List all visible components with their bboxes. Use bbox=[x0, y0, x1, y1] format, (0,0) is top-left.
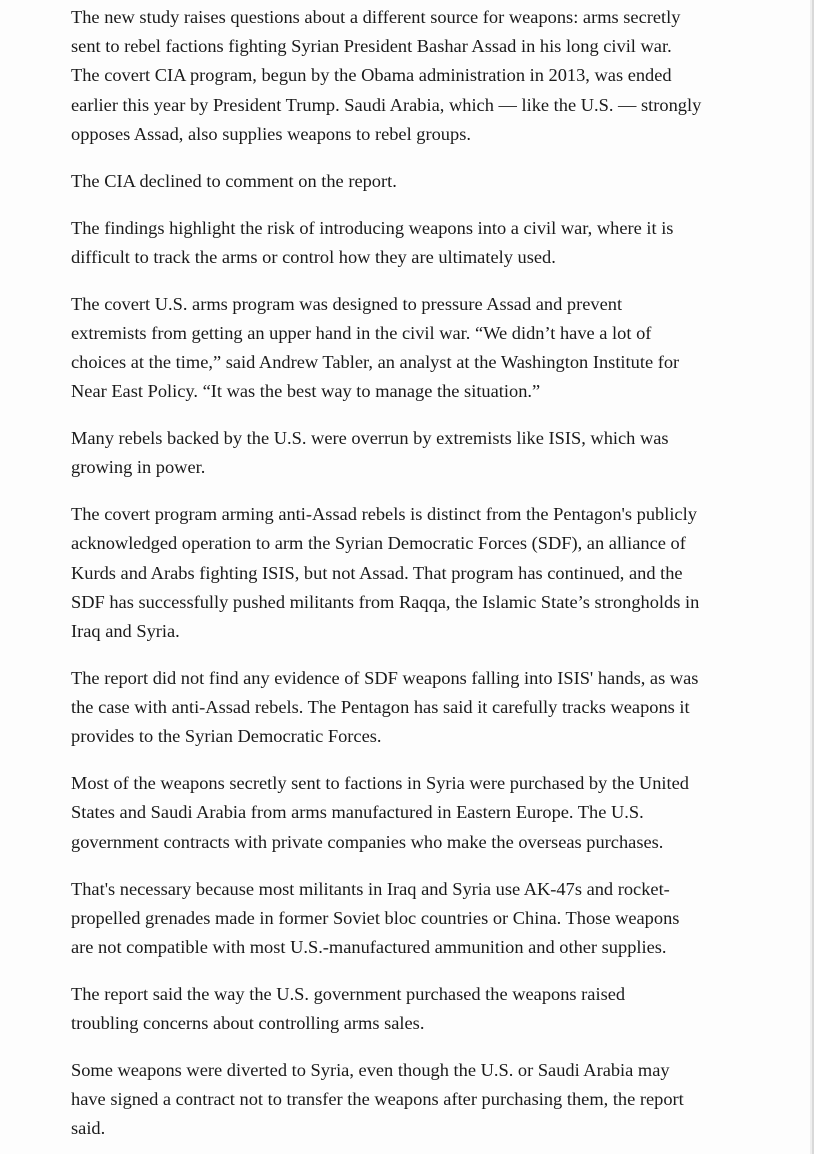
text-line: propelled grenades made in former Soviet bloc countries or China. Those weapons bbox=[71, 907, 680, 928]
paragraph-11 bbox=[71, 1056, 751, 1144]
text-line: acknowledged operation to arm the Syrian Democratic Forces (SDF), an alliance of bbox=[71, 533, 686, 554]
text-line: are not compatible with most U.S.-manufactured ammunition and other supplies. bbox=[71, 936, 667, 957]
text-line: The CIA declined to comment on the report. bbox=[71, 170, 397, 191]
text-line: sent to rebel factions fighting Syrian President Bashar Assad in his long civil war. bbox=[71, 36, 672, 57]
text-line: Near East Policy. “It was the best way to manage the situation.” bbox=[71, 381, 541, 402]
text-line: The covert CIA program, begun by the Obama administration in 2013, was ended bbox=[71, 65, 672, 86]
text-line: The covert U.S. arms program was designed to pressure Assad and prevent bbox=[71, 293, 623, 314]
paragraph-7 bbox=[71, 664, 751, 752]
text-line: have signed a contract not to transfer the weapons after purchasing them, the report bbox=[71, 1089, 684, 1110]
text-line: Kurds and Arabs fighting ISIS, but not Assad. That program has continued, and the bbox=[71, 562, 683, 583]
paragraph-9 bbox=[71, 875, 751, 963]
text-line: provides to the Syrian Democratic Forces. bbox=[71, 726, 382, 747]
text-line: States and Saudi Arabia from arms manufactured in Eastern Europe. The U.S. bbox=[71, 802, 644, 823]
paragraph-6 bbox=[71, 500, 751, 646]
text-line: Iraq and Syria. bbox=[71, 621, 180, 642]
text-line: said. bbox=[71, 1118, 106, 1139]
text-line: That's necessary because most militants in Iraq and Syria use AK-47s and rocket- bbox=[71, 878, 670, 899]
text-line: troubling concerns about controlling arms sales. bbox=[71, 1013, 425, 1034]
paragraph-10 bbox=[71, 980, 751, 1038]
article-body bbox=[71, 3, 751, 1154]
text-line: SDF has successfully pushed militants from Raqqa, the Islamic State’s strongholds in bbox=[71, 591, 700, 612]
paragraph-2 bbox=[71, 167, 751, 196]
text-line: Some weapons were diverted to Syria, even though the U.S. or Saudi Arabia may bbox=[71, 1059, 670, 1080]
text-line: earlier this year by President Trump. Saudi Arabia, which — like the U.S. — strongly bbox=[71, 94, 702, 115]
page-edge bbox=[810, 0, 812, 1154]
text-line: the case with anti-Assad rebels. The Pentagon has said it carefully tracks weapons it bbox=[71, 697, 690, 718]
text-line: difficult to track the arms or control how they are ultimately used. bbox=[71, 246, 556, 267]
text-line: choices at the time,” said Andrew Tabler, an analyst at the Washington Institute for bbox=[71, 352, 680, 373]
paragraph-3 bbox=[71, 214, 751, 272]
text-line: The covert program arming anti-Assad rebels is distinct from the Pentagon's publicly bbox=[71, 504, 697, 525]
text-line: The findings highlight the risk of introducing weapons into a civil war, where it is bbox=[71, 217, 674, 238]
paragraph-4 bbox=[71, 290, 751, 407]
text-line: Many rebels backed by the U.S. were overrun by extremists like ISIS, which was bbox=[71, 428, 669, 449]
text-line: The new study raises questions about a different source for weapons: arms secretly bbox=[71, 7, 681, 27]
paragraph-1 bbox=[71, 3, 751, 149]
paragraph-8 bbox=[71, 769, 751, 857]
text-line: growing in power. bbox=[71, 457, 206, 478]
text-line: extremists from getting an upper hand in the civil war. “We didn’t have a lot of bbox=[71, 322, 652, 343]
text-line: opposes Assad, also supplies weapons to rebel groups. bbox=[71, 123, 471, 144]
text-line: The report said the way the U.S. government purchased the weapons raised bbox=[71, 983, 626, 1004]
text-line: The report did not find any evidence of SDF weapons falling into ISIS' hands, as was bbox=[71, 667, 699, 688]
text-line: government contracts with private companies who make the overseas purchases. bbox=[71, 831, 664, 852]
paragraph-5 bbox=[71, 424, 751, 482]
text-line: Most of the weapons secretly sent to factions in Syria were purchased by the United bbox=[71, 773, 689, 794]
